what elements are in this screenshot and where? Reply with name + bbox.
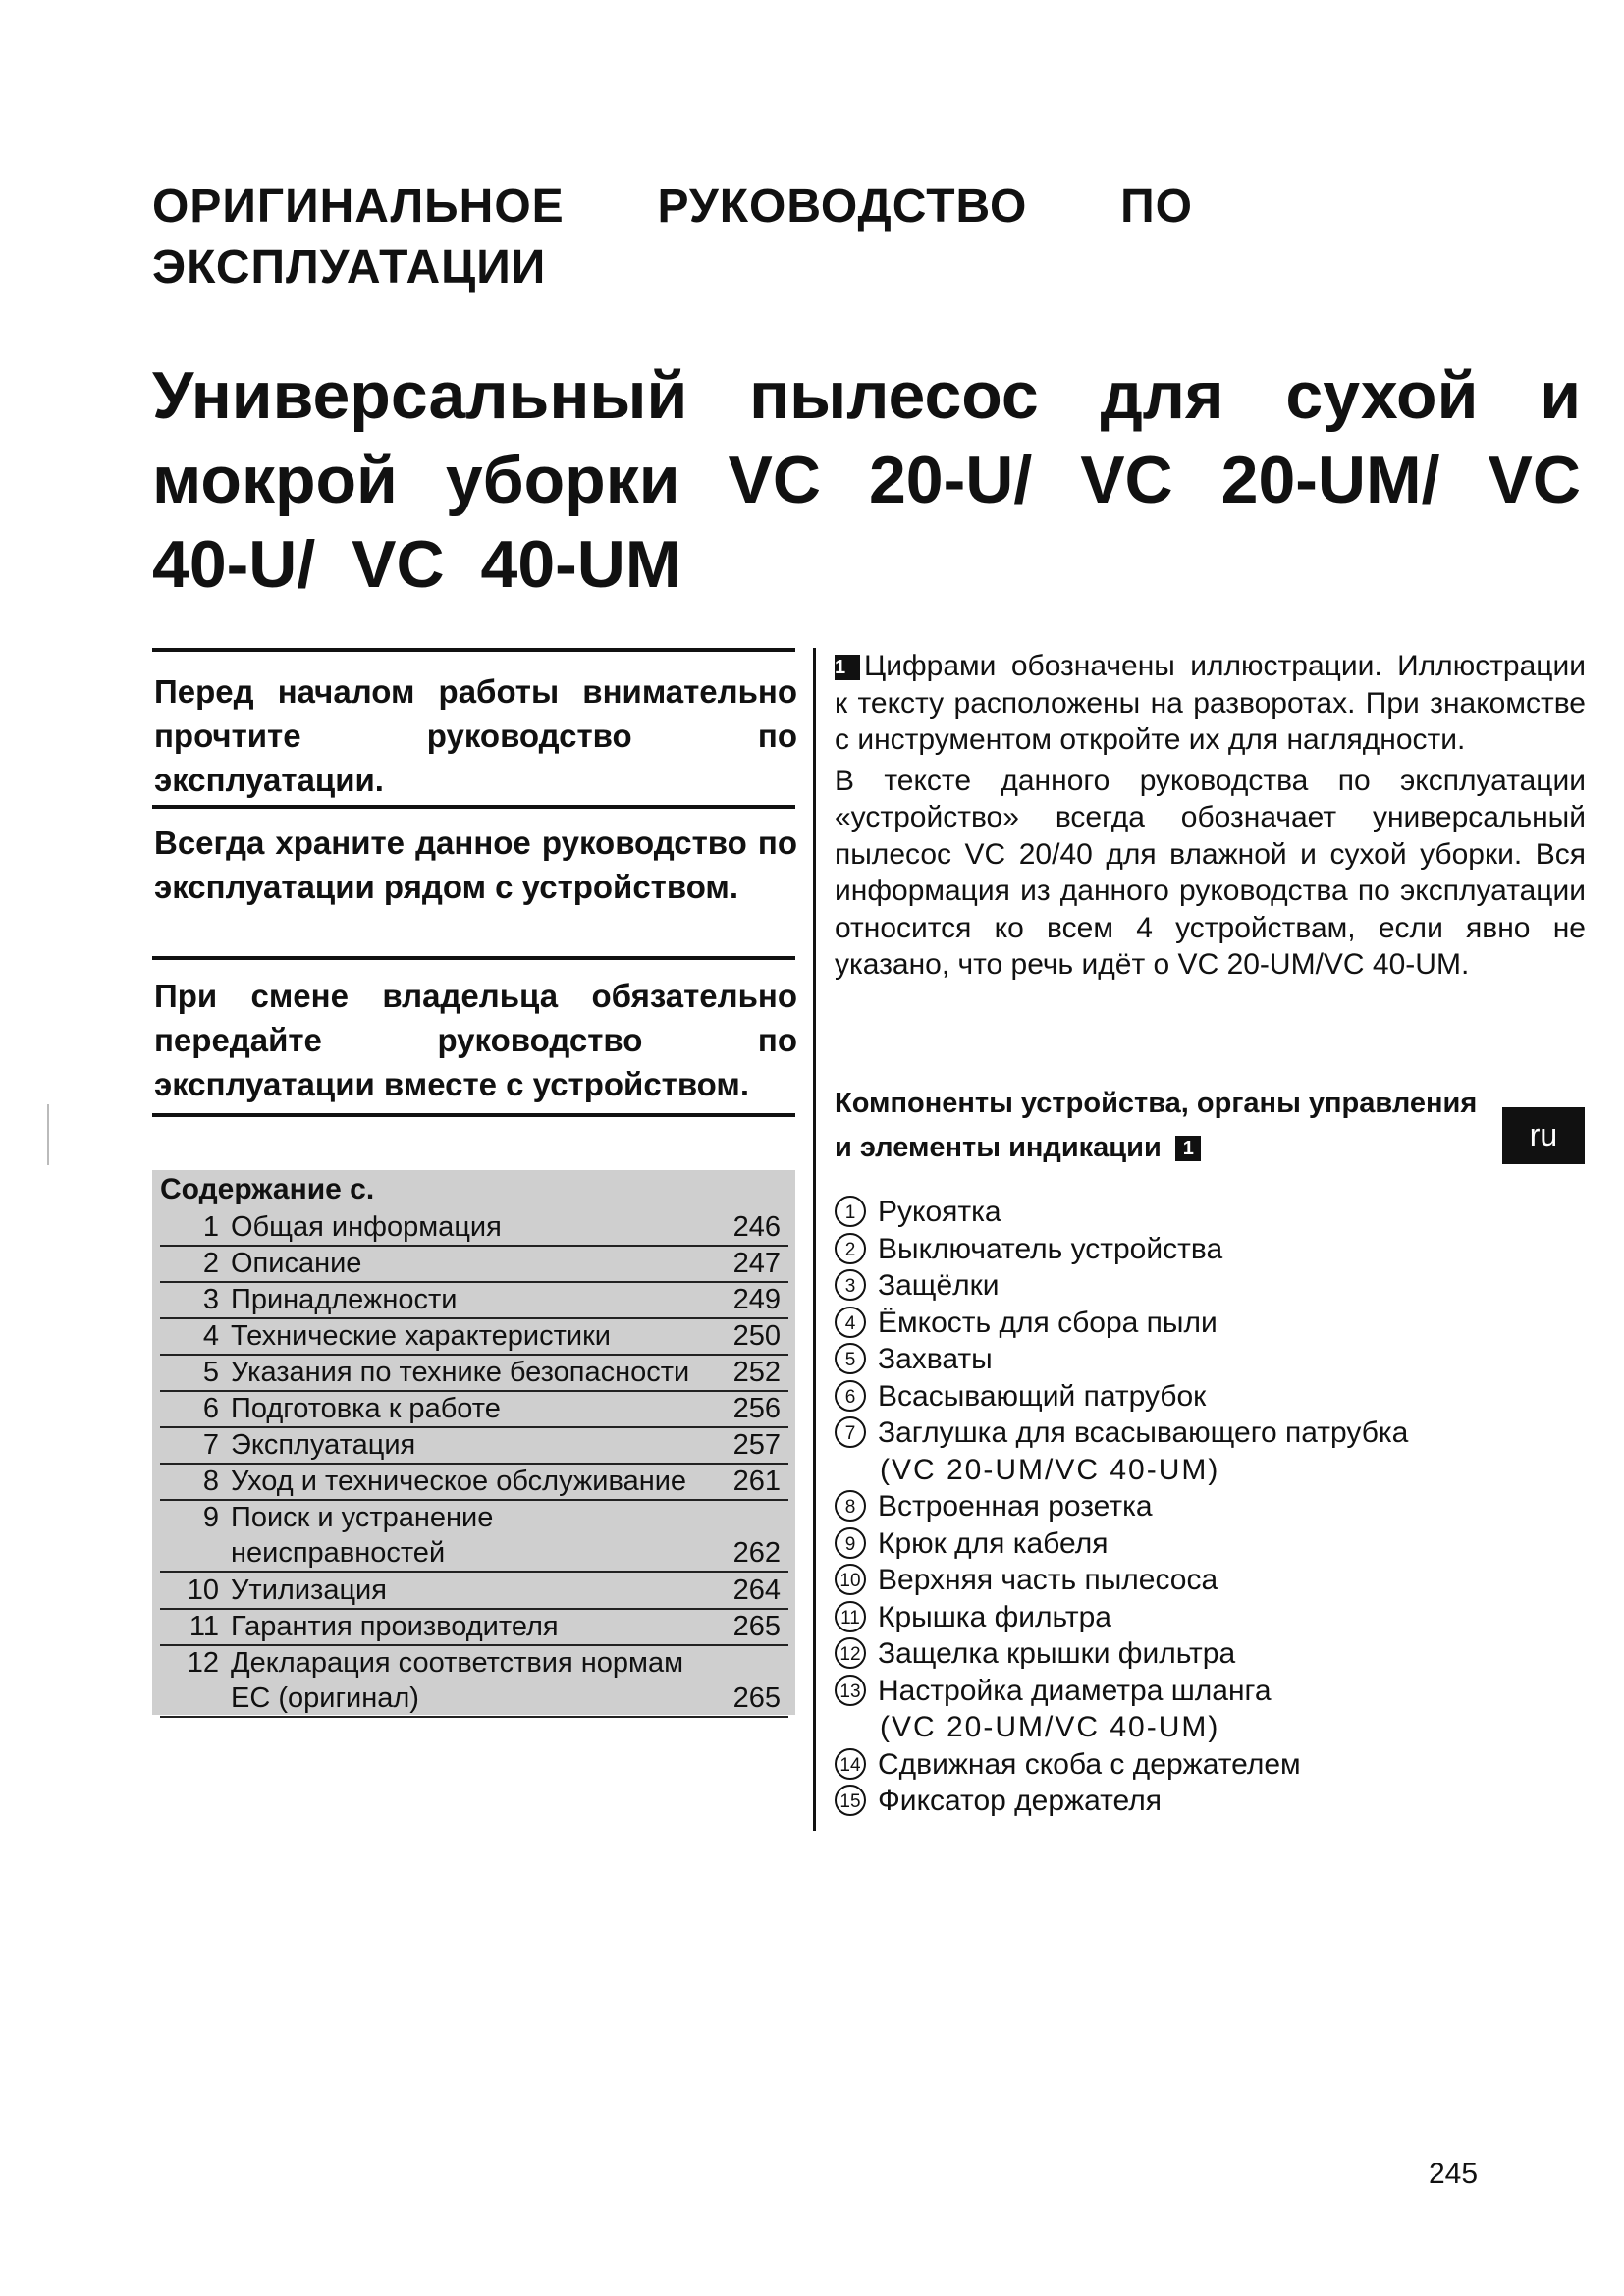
toc-row[interactable]: [160, 1609, 788, 1646]
toc-row-label: Утилизация: [231, 1575, 387, 1606]
toc-row-number: 5: [202, 1357, 219, 1388]
list-item: [835, 1525, 1586, 1563]
toc-row-page: 247: [732, 1248, 781, 1279]
toc-row-page: 256: [732, 1393, 781, 1424]
list-item: [835, 1267, 1586, 1305]
item-sublabel: (VC 20-UM/VC 40-UM): [880, 1711, 1220, 1743]
document-title: Универсальный пылесос для сухой и мокрой уборки VC 20-U/ VC 20-UM/ VC 40-U/ VC 40-UM: [152, 358, 1581, 602]
toc-row-label: Подготовка к работе: [231, 1393, 501, 1424]
toc-row-label: Технические характеристики: [231, 1320, 611, 1352]
toc-row-label: Описание: [231, 1248, 362, 1279]
item-label: Захваты: [878, 1343, 993, 1375]
list-item: [835, 1488, 1586, 1525]
toc-row-number: 3: [202, 1284, 219, 1315]
intro-text: [835, 648, 1586, 984]
toc-row-number: 1: [202, 1211, 219, 1243]
toc-row-number: 4: [202, 1320, 219, 1352]
intro-paragraph-device: В тексте данного руководства по эксплуатации «устройство» всегда обозначает универсальный пылесос VC 20/40 для влажной и сухой уборки. Вся информация из данного руководства по эксплуатации относится ко всем 4 устройствам, если явно не указано, что речь идёт о VC 20-UM/VC 40-UM.: [835, 764, 1586, 981]
list-item: [835, 1746, 1586, 1784]
components-list: [835, 1194, 1586, 1820]
toc-row[interactable]: [160, 1573, 788, 1610]
toc-row[interactable]: [160, 1282, 788, 1319]
toc-row-page: 249: [732, 1284, 781, 1315]
toc-row-label: Гарантия производителя: [231, 1611, 559, 1642]
toc-row[interactable]: [160, 1246, 788, 1283]
toc-row[interactable]: [160, 1464, 788, 1501]
toc-row-number: 8: [202, 1466, 219, 1497]
margin-mark: [47, 1104, 49, 1165]
toc-row-page: 261: [732, 1466, 781, 1497]
item-number: 6: [835, 1380, 866, 1412]
toc-row-number: 7: [202, 1429, 219, 1461]
toc-row-label: Декларация соответствия нормам ЕС (оригинал): [231, 1647, 684, 1714]
page-number: 245: [1429, 2158, 1479, 2190]
list-item: [835, 1599, 1586, 1636]
list-item: [835, 1305, 1586, 1342]
toc-row-page: 262: [732, 1537, 781, 1569]
list-item: [835, 1415, 1586, 1452]
item-label: Ёмкость для сбора пыли: [878, 1306, 1218, 1339]
toc-row-label: Эксплуатация: [231, 1429, 416, 1461]
toc-row[interactable]: [160, 1391, 788, 1428]
toc-row-page: 250: [732, 1320, 781, 1352]
toc-row[interactable]: [160, 1209, 788, 1247]
toc-row[interactable]: [160, 1318, 788, 1356]
toc-heading: Содержание с.: [160, 1173, 375, 1205]
list-item: [835, 1562, 1586, 1599]
item-label: Встроенная розетка: [878, 1490, 1153, 1522]
toc-row-number: 12: [187, 1647, 219, 1679]
components-heading: Компоненты устройства, органы управления и элементы индикации: [835, 1088, 1478, 1163]
warnings-block: [152, 648, 795, 1117]
toc-row-number: 11: [189, 1611, 219, 1642]
toc-row-number: 9: [202, 1502, 219, 1533]
toc-row-label: Указания по технике безопасности: [231, 1357, 690, 1388]
item-number: 10: [835, 1564, 866, 1595]
toc-row-label: Уход и техническое обслуживание: [231, 1466, 687, 1497]
intro-paragraph-illustrations: 1 Цифрами обозначены иллюстрации. Иллюстрации к тексту расположены на разворотах. При знакомстве с инструментом откройте их для наглядности.: [835, 650, 1586, 756]
toc-row-page: 252: [732, 1357, 781, 1388]
list-item: [835, 1341, 1586, 1378]
item-number: 5: [835, 1343, 866, 1374]
toc-row-number: 6: [202, 1393, 219, 1424]
toc-row-page: 264: [732, 1575, 781, 1606]
warning-read-manual: Перед началом работы внимательно прочтите руководство по эксплуатации.: [154, 673, 797, 798]
item-label: Рукоятка: [878, 1196, 1001, 1228]
language-tab[interactable]: ru: [1502, 1107, 1585, 1164]
item-label: Заглушка для всасывающего патрубка: [878, 1416, 1409, 1449]
column-divider: [813, 648, 816, 1831]
figure-badge: 1: [1175, 1136, 1201, 1161]
item-label: Всасывающий патрубок: [878, 1379, 1207, 1413]
toc-row[interactable]: [160, 1427, 788, 1465]
toc-row-label: Принадлежности: [231, 1284, 458, 1315]
toc-row-label: Поиск и устранение неисправностей: [231, 1502, 494, 1569]
item-label: Защёлки: [878, 1269, 1000, 1302]
item-label: Крышка фильтра: [878, 1600, 1111, 1633]
toc-row-page: 246: [732, 1211, 781, 1243]
toc-row-page: 257: [732, 1429, 781, 1461]
toc-row-label: Общая информация: [231, 1211, 502, 1243]
item-label: Сдвижная скоба с держателем: [878, 1747, 1301, 1781]
item-number: 1: [835, 1196, 866, 1227]
item-sublabel: (VC 20-UM/VC 40-UM): [880, 1453, 1220, 1486]
item-label: Защелка крышки фильтра: [878, 1637, 1236, 1670]
list-item: [835, 1231, 1586, 1268]
toc-row[interactable]: [160, 1500, 788, 1573]
toc-row-number: 10: [187, 1575, 219, 1606]
item-number: 11: [835, 1601, 866, 1632]
toc-row-page: 265: [732, 1611, 781, 1642]
item-number: 4: [835, 1307, 866, 1338]
figure-badge: 1: [835, 655, 860, 680]
table-of-contents: [152, 1170, 795, 1715]
list-item: [835, 1378, 1586, 1415]
toc-row[interactable]: [160, 1645, 788, 1718]
list-item: [835, 1635, 1586, 1673]
item-number: 7: [835, 1416, 866, 1448]
item-label: Настройка диаметра шланга: [878, 1674, 1272, 1707]
components-heading-block: [835, 1082, 1483, 1170]
document-type-heading: ОРИГИНАЛЬНОЕ РУКОВОДСТВО ПО ЭКСПЛУАТАЦИИ: [152, 181, 1193, 294]
item-number: 14: [835, 1748, 866, 1780]
item-number: 9: [835, 1527, 866, 1559]
item-number: 12: [835, 1637, 866, 1669]
item-label: Крюк для кабеля: [878, 1526, 1109, 1560]
warning-keep-manual: Всегда храните данное руководство по эксплуатации рядом с устройством.: [154, 825, 797, 905]
item-number: 3: [835, 1269, 866, 1301]
item-number: 13: [835, 1675, 866, 1706]
list-item: [835, 1194, 1586, 1231]
item-label: Верхняя часть пылесоса: [878, 1564, 1218, 1596]
item-number: 2: [835, 1233, 866, 1264]
item-label: Фиксатор держателя: [878, 1785, 1162, 1817]
list-item: [835, 1783, 1586, 1820]
item-number: 15: [835, 1785, 866, 1816]
toc-row-page: 265: [732, 1682, 781, 1714]
list-item: [835, 1673, 1586, 1710]
toc-row[interactable]: [160, 1355, 788, 1392]
warning-pass-manual: При смене владельца обязательно передайте руководство по эксплуатации вместе с устройством.: [154, 978, 797, 1102]
toc-row-number: 2: [202, 1248, 219, 1279]
item-label: Выключатель устройства: [878, 1232, 1223, 1265]
item-number: 8: [835, 1490, 866, 1522]
